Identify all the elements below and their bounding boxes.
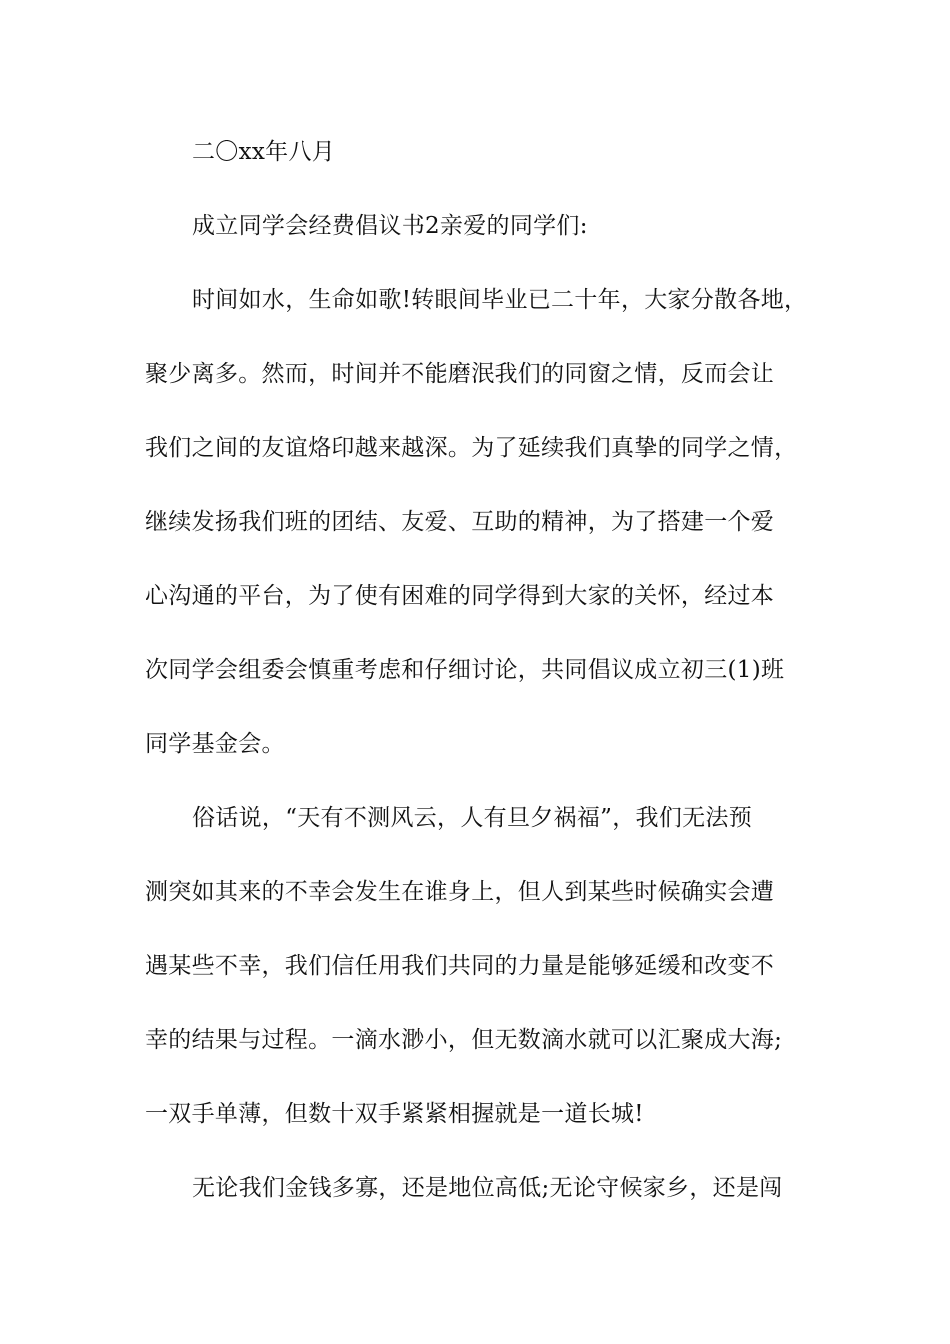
paragraph-2-line-4: 幸的结果与过程。一滴水渺小，但无数滴水就可以汇聚成大海; (145, 1027, 783, 1053)
paragraph-3-line-1: 无论我们金钱多寡，还是地位高低;无论守候家乡，还是闯 (192, 1175, 783, 1201)
paragraph-1-line-3: 我们之间的友谊烙印越来越深。为了延续我们真挚的同学之情， (145, 435, 798, 461)
paragraph-2-line-3: 遇某些不幸，我们信任用我们共同的力量是能够延缓和改变不 (145, 953, 775, 979)
paragraph-2-line-1: 俗话说，“天有不测风云，人有旦夕祸福”，我们无法预 (192, 805, 753, 831)
paragraph-2-line-5: 一双手单薄，但数十双手紧紧相握就是一道长城! (145, 1101, 644, 1127)
paragraph-1-line-4: 继续发扬我们班的团结、友爱、互助的精神，为了搭建一个爱 (145, 509, 775, 535)
paragraph-1-line-7: 同学基金会。 (145, 731, 285, 757)
paragraph-2-line-2: 测突如其来的不幸会发生在谁身上，但人到某些时候确实会遭 (145, 879, 775, 905)
date-line: 二〇xx年八月 (192, 139, 336, 165)
heading-line: 成立同学会经费倡议书2亲爱的同学们: (192, 213, 588, 239)
paragraph-1-line-5: 心沟通的平台，为了使有困难的同学得到大家的关怀，经过本 (145, 583, 775, 609)
paragraph-1-line-6: 次同学会组委会慎重考虑和仔细讨论，共同倡议成立初三(1)班 (145, 657, 785, 683)
paragraph-1-line-2: 聚少离多。然而，时间并不能磨泯我们的同窗之情，反而会让 (145, 361, 775, 387)
paragraph-1-line-1: 时间如水，生命如歌!转眼间毕业已二十年，大家分散各地， (192, 287, 808, 313)
